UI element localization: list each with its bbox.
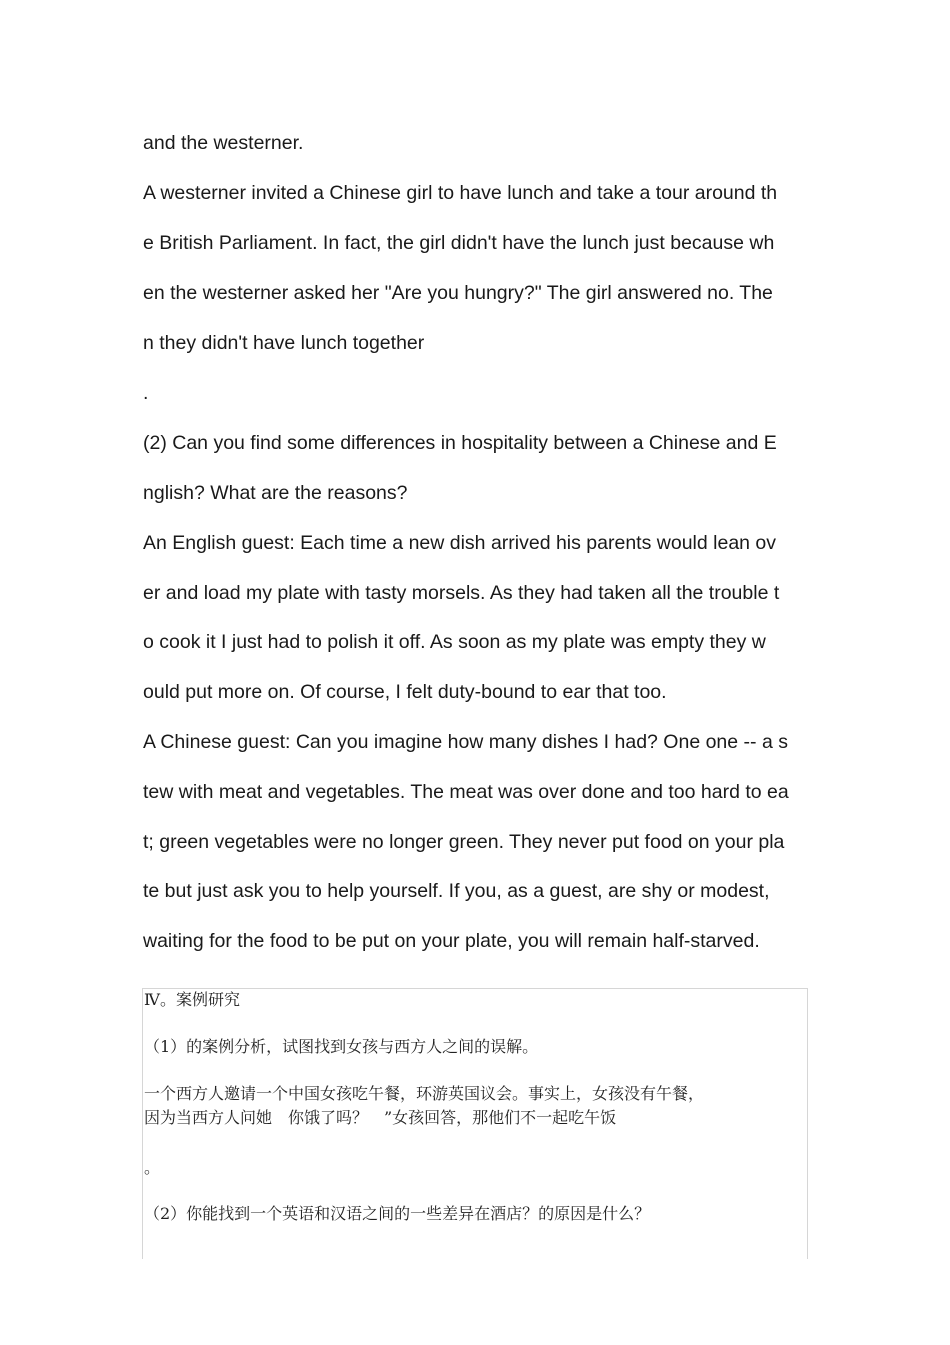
chinese-guest-line-4: te but just ask you to help yourself. If you, as a guest, are shy or modest, xyxy=(143,880,770,902)
text-line-1: and the westerner. xyxy=(143,132,304,154)
english-guest-line-1: An English guest: Each time a new dish arrived his parents would lean ov xyxy=(143,532,777,554)
cn-paragraph-line-1: 一个西方人邀请一个中国女孩吃午餐，环游英国议会。事实上，女孩没有午餐， xyxy=(144,1084,705,1103)
english-guest-line-3: o cook it I just had to polish it off. As soon as my plate was empty they w xyxy=(143,631,766,653)
text-line-3: e British Parliament. In fact, the girl didn't have the lunch just because wh xyxy=(143,232,775,254)
cn-question-2: （2）你能找到一个英语和汉语之间的一些差异在酒店？的原因是什么？ xyxy=(144,1204,651,1223)
chinese-guest-line-1: A Chinese guest: Can you imagine how many dishes I had? One one -- a s xyxy=(143,731,788,753)
english-guest-line-2: er and load my plate with tasty morsels. As they had taken all the trouble t xyxy=(143,582,780,604)
cn-question-1: （1）的案例分析，试图找到女孩与西方人之间的误解。 xyxy=(144,1037,539,1056)
text-line-6: . xyxy=(143,382,149,404)
chinese-guest-line-5: waiting for the food to be put on your plate, you will remain half-starved. xyxy=(143,930,760,952)
english-guest-line-4: ould put more on. Of course, I felt duty-bound to ear that too. xyxy=(143,681,667,703)
text-line-2: A westerner invited a Chinese girl to have lunch and take a tour around th xyxy=(143,182,778,204)
cn-paragraph-line-2: 因为当西方人问她 你饿了吗？ ”女孩回答，那他们不一起吃午饭 xyxy=(144,1108,617,1127)
chinese-guest-line-2: tew with meat and vegetables. The meat was over done and too hard to ea xyxy=(143,781,789,803)
cn-end-mark: 。 xyxy=(144,1158,161,1177)
question-2-line-1: (2) Can you find some differences in hospitality between a Chinese and E xyxy=(143,432,777,454)
text-line-5: n they didn't have lunch together xyxy=(143,332,425,354)
text-line-4: en the westerner asked her "Are you hungry?" The girl answered no. The xyxy=(143,282,773,304)
case-study-heading: Ⅳ。案例研究 xyxy=(144,990,240,1009)
chinese-guest-line-3: t; green vegetables were no longer green. They never put food on your pla xyxy=(143,831,785,853)
question-2-line-2: nglish? What are the reasons? xyxy=(143,482,408,504)
